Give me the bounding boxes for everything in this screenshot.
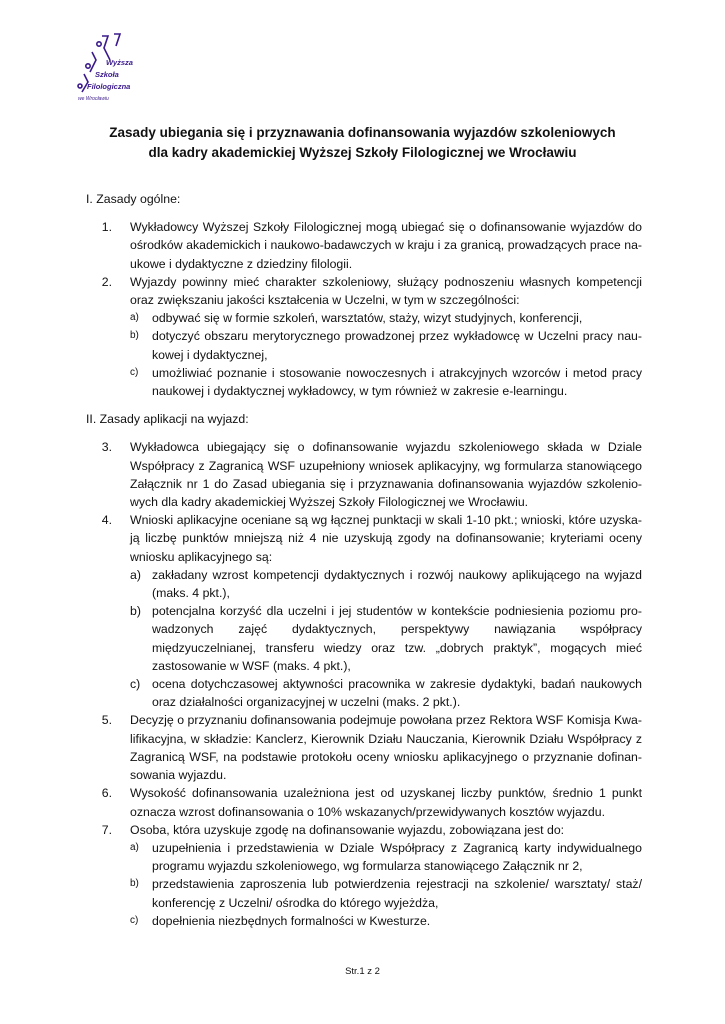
item-text: Decyzję o przyznaniu dofinansowania podejmuje powołana przez Rektora WSF Komisja Kwa-lifikacyjna, w składzie: Kanclerz, Kierownik Działu Nauczania, Kierownik Działu Współpracy z Zagranicą WSF, na podstawie protokołu oceny wniosku aplikacyjnego o przyznanie dofinan-sowania wyjazdu. (130, 713, 642, 783)
logo-text-line4: we Wrocławiu (78, 96, 109, 102)
document-body (86, 190, 642, 930)
sub-item (130, 566, 642, 602)
sub-item-text: ocena dotychczasowej aktywności pracownika w zakresie dydaktyki, badań naukowych oraz działalności organizacyjnej w uczelni (maks. 2 pkt.). (152, 677, 642, 710)
item-text: Wykładowca ubiegający się o dofinansowanie wyjazdu szkoleniowego składa w Dziale Współpracy z Zagranicą WSF uzupełniony wniosek aplikacyjny, wg formularza stanowiącego Załącznik nr 1 do Zasad ubiegania się i przyznawania dofinansowania wyjazdów szkolenio-wych dla kadry akademickiej Wyższej Szkoły Filologicznej we Wrocławiu. (130, 440, 642, 510)
item-content (130, 821, 642, 930)
school-logo (74, 30, 154, 106)
item-number: 2. (101, 274, 112, 289)
item-text: Wyjazdy powinny mieć charakter szkoleniowy, służący podnoszeniu własnych kompetencji oraz zwiększaniu jakości kształcenia w Uczelni, w tym w szczególności: (130, 274, 642, 308)
sub-item (130, 875, 642, 911)
sub-item-text: potencjalna korzyść dla uczelni i jej studentów w kontekście podniesienia poziomu pro-wadzonych zajęć dydaktycznych, perspektywy nawiązania współpracy międzyuczelnianej, transferu wiedzy oraz tzw. „dobrych praktyk”, mogących mieć zastosowanie w WSF (maks. 4 pkt.), (152, 604, 642, 673)
sub-item-letter: a) (130, 841, 139, 853)
logo-text-line1: Wyższa (106, 58, 133, 67)
logo-text-line3: Filologiczna (87, 82, 131, 91)
list-item (86, 438, 642, 511)
sub-item-letter: c) (130, 914, 139, 926)
item-text: Osoba, która uzyskuje zgodę na dofinansowanie wyjazdu, zobowiązana jest do: (130, 822, 565, 837)
sub-item-letter: a) (130, 312, 139, 324)
document-title-line2: dla kadry akademickiej Wyższej Szkoły Filologicznej we Wrocławiu (148, 145, 577, 160)
page-number: Str.1 z 2 (345, 966, 380, 977)
sub-item-letter: c) (130, 366, 139, 378)
sub-item-letter: b) (130, 330, 139, 342)
sub-item-text: zakładany wzrost kompetencji dydaktycznych i rozwój naukowy aplikującego na wyjazd (maks. 4 pkt.), (152, 567, 642, 601)
item-text: Wysokość dofinansowania uzależniona jest od uzyskanej liczby punktów, średnio 1 punkt oznacza wzrost dofinansowania o 10% wskazanych/przewidywanych kosztów wyjazdu. (130, 786, 642, 819)
sub-item (130, 364, 642, 400)
sub-item-letter: b) (130, 604, 141, 619)
item-number: 4. (101, 513, 112, 528)
list-item (86, 821, 642, 930)
sub-item-text: odbywać się w formie szkoleń, warsztatów, staży, wizyt studyjnych, konferencji, (152, 311, 583, 326)
list-item (86, 218, 642, 273)
sub-item-letter: b) (130, 878, 139, 890)
sub-item (130, 912, 642, 930)
item-text: Wykładowcy Wyższej Szkoły Filologicznej mogą ubiegać się o dofinansowanie wyjazdów do ośrodków akademickich i naukowo-badawczych w kraju i za granicą, prowadzących prace na-ukowe i dydaktyczne z dziedziny filologii. (130, 220, 642, 271)
section-heading-application: II. Zasady aplikacji na wyjazd: (86, 412, 249, 427)
sub-item-letter: c) (130, 677, 141, 692)
list-item (86, 511, 642, 711)
sub-item-text: dopełnienia niezbędnych formalności w Kwesturze. (152, 913, 431, 928)
list-item (86, 784, 642, 820)
item-number: 1. (101, 220, 112, 235)
item-number: 3. (101, 440, 112, 455)
sub-item (130, 309, 642, 327)
sub-item-text: dotyczyć obszaru merytorycznego prowadzonej przez wykładowcę w Uczelni pracy nau-kowej i dydaktycznej, (152, 329, 642, 362)
item-content (130, 511, 642, 711)
item-number: 7. (101, 822, 112, 837)
sub-item (130, 327, 642, 363)
item-number: 6. (101, 786, 112, 801)
section-heading-general: I. Zasady ogólne: (86, 192, 181, 206)
document-title-line1: Zasady ubiegania się i przyznawania dofinansowania wyjazdów szkoleniowych (109, 125, 616, 140)
item-content (130, 273, 642, 400)
logo-text-line2: Szkoła (95, 70, 119, 79)
list-item (86, 711, 642, 784)
sub-item-text: umożliwiać poznanie i stosowanie nowoczesnych i atrakcyjnych wzorców i metod pracy naukowej i dydaktycznej wykładowcy, w tym również w zakresie e-learningu. (152, 365, 642, 399)
item-number: 5. (101, 713, 112, 728)
sub-item-text: przedstawienia zaproszenia lub potwierdzenia rejestracji na szkolenie/ warsztaty/ staż/ konferencję z Uczelni/ ośrodka do którego wyjeżdża, (152, 877, 642, 910)
sub-item (130, 602, 642, 675)
sub-item-text: uzupełnienia i przedstawienia w Dziale Współpracy z Zagranicą karty indywidualnego programu wyjazdu szkoleniowego, wg formularza stanowiącego Załącznik nr 2, (152, 840, 642, 874)
sub-item-letter: a) (130, 567, 141, 582)
list-item (86, 273, 642, 400)
sub-item (130, 675, 642, 711)
sub-item (130, 839, 642, 875)
item-text: Wnioski aplikacyjne oceniane są wg łącznej punktacji w skali 1-10 pkt.; wnioski, które uzyska-ją liczbę punktów mniejszą niż 4 nie uzyskują zgody na dofinansowanie; kryteriami oceny wniosku aplikacyjnego są: (130, 513, 642, 564)
